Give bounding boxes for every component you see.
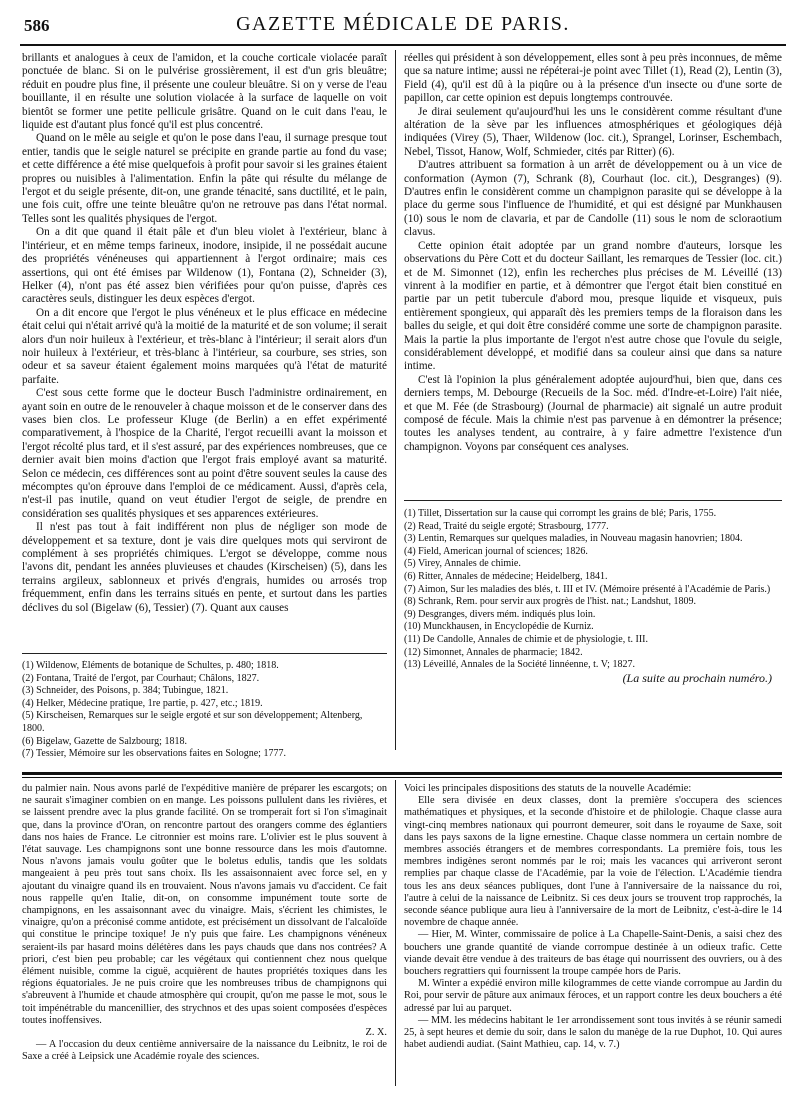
- paragraph: du palmier nain. Nous avons parlé de l'expéditive manière de préparer les escargots; on ne saurait s'imaginer combien on en mange. Les poissons pullulent dans les rivières, et se laissent prendre avec la plus grande facilité. On se tromperait fort si l'on s'imaginait que, dans la province d'Oran, on rencontre partout des orangers comme des églantiers dans nos haies de France. Le citronnier est moins rare. L'olivier est le plus souvent à l'état sauvage. Les champignons sont une bonne ressource dans les mois d'automne. Nous n'avons jamais voulu goûter que le boletus edulis, tandis que les soldats mangeaient à peu près tout sans choix. Ils les assaisonnaient avec force sel, en y ajoutant du vinaigre quand ils en trouvaient. Nous n'avons jamais vu d'accident. Ce fait nous rappelle qu'en Italie, dit-on, on consomme impunément toute sorte de champignons, en les assaisonnant avec du vinaigre. Mais, s'écrient les chimistes, le vinaigre, qu'on a préconisé comme antidote, est précisément un dissolvant de l'alcaloïde qui constitue le principe toxique! Je n'y puis que faire. Les champignons vénéneux seraient-ils par hasard moins délétères dans les pays chauds que dans nos contrées? A priori, c'est bien peu probable; car les végétaux qui contiennent chez nous quelque élément nuisible, comme la ciguë, acquièrent de hautes propriétés toxiques dans les régions équatoriales. Je ne puis croire que les nombreuses tribus de champignons qui s'abreuvent à l'humide et chaude atmosphère qui croupit, qu'on me passe le mot, sous le toit impénétrable du mancenillier, des strychnos et des upas soient composées d'espèces toutes inoffensives.: [22, 783, 387, 1026]
- article-column-left: [22, 52, 387, 647]
- paragraph: — Hier, M. Winter, commissaire de police à La Chapelle-Saint-Denis, a saisi chez des bouchers une grande quantité de viande corrompue destinée à un odieux trafic. Cette viande devait être vendue à des traiteurs de bas étage qui nourrissent des ouvriers, ou à des bouchers regrattiers qui fournissent la troupe campée hors de Paris.: [404, 929, 782, 978]
- footnote: (5) Kirscheisen, Remarques sur le seigle ergoté et sur son développement; Altenberg, 1800.: [22, 710, 363, 734]
- paragraph: D'autres attribuent sa formation à un arrêt de développement ou à un vice de conformation (Aymon (7), Schrank (8), Courhaut (loc. cit.), Desgranges) (9). D'autres enfin le considèrent comme un champignon parasite qui se développe à la place du germe sous l'influence de l'humidité, et qui est désigné par Munkhausen (10) sous le nom de clavaria, et par de Candolle (11) sous le nom de scloraotium clavus.: [404, 159, 782, 239]
- paragraph: réelles qui président à son développement, elles sont à peu près inconnues, de même que sa nature intime; aussi ne répéterai-je point avec Tillet (1), Read (2), Lentin (3), Field (4), qu'il est dû à la piqûre ou à la présence d'un insecte ou d'une sorte de papillon, car cette opinion est depuis longtemps controuvée.: [404, 52, 782, 105]
- paragraph: Voici les principales dispositions des statuts de la nouvelle Académie:: [404, 783, 692, 794]
- paragraph: On a dit que quand il était pâle et d'un bleu violet à l'extérieur, blanc à l'intérieur, et en même temps farineux, inodore, insipide, il ne possédait aucune des propriétés vénéneuses qui appartiennent à l'ergot ordinaire; mais ces assertions, qui ont été émises par Wildenow (1), Fontana (2), Schneider (3), Helker (4), n'ont pas été assez bien vérifiées pour qu'on puisse, d'après ces caractères seuls, distinguer les deux espèces d'ergot.: [22, 226, 387, 306]
- footnote: (3) Schneider, des Poisons, p. 384; Tubingue, 1821.: [22, 685, 229, 697]
- paragraph: Je dirai seulement qu'aujourd'hui les uns le considèrent comme résultant d'une altération de la sève par les influences atmosphériques et géologiques déjà indiquées (Virey (5), Thaer, Wildenow (loc. cit.), Sprangel, Lorinser, Eschembach, Nebel, Tissot, Hanow, Wolf, Schmieder, cités par Ritter) (6).: [404, 105, 782, 158]
- footnote: (2) Read, Traité du seigle ergoté; Strasbourg, 1777.: [404, 520, 609, 532]
- footnote-rule-right: [404, 500, 782, 501]
- section-separator: [22, 772, 782, 775]
- miscellany-column-left: [22, 783, 387, 1093]
- footnote: (5) Virey, Annales de chimie.: [404, 558, 521, 570]
- column-divider-bottom: [395, 780, 396, 1086]
- paragraph: M. Winter a expédié environ mille kilogrammes de cette viande corrompue au Jardin du Roi, pour servir de pâture aux animaux féroces, et un rapport contre les deux bouchers a été adressé par lui au parquet.: [404, 978, 782, 1014]
- footnote: (1) Tillet, Dissertation sur la cause qui corrompt les grains de blé; Paris, 1755.: [404, 508, 717, 519]
- paragraph: C'est là l'opinion la plus généralement adoptée aujourd'hui, bien que, dans ces derniers temps, M. Debourge (Recueils de la Soc. méd. d'Indre-et-Loire) l'ait niée, et que M. Fée (de Strasbourg) (Journal de pharmacie) ait signalé un autre produit composé de fécule. Mais la chimie n'est pas parvenue à en démontrer la présence; toutes les analyses tendent, au contraire, à y faire admettre l'existence d'un champignon. Voyons par conséquent ces analyses.: [404, 373, 782, 453]
- signature: Z. X.: [365, 1027, 387, 1039]
- footnote: (6) Bigelaw, Gazette de Salzbourg; 1818.: [22, 735, 187, 747]
- footnote: (1) Wildenow, Éléments de botanique de Schultes, p. 480; 1818.: [22, 660, 279, 671]
- footnote: (13) Léveillé, Annales de la Société linnéenne, t. V; 1827.: [404, 659, 635, 671]
- footnote: (3) Lentin, Remarques sur quelques maladies, in Nouveau magasin hanovrien; 1804.: [404, 533, 743, 545]
- footnote: (11) De Candolle, Annales de chimie et de physiologie, t. III.: [404, 633, 649, 645]
- paragraph: Quand on le mêle au seigle et qu'on le pose dans l'eau, il surnage presque tout entier, tandis que le seigle naturel se précipite en grande partie au fond du vase; et cette différence a été mise quelquefois à profit pour savoir si les graines étaient propres ou nuisibles à l'alimentation. Enfin la pâte qui résulte du mélange de l'ergot et du seigle présente, dit-on, une grande ténacité, sans ductilité, et le pain, une fois cuit, offre une teinte bleuâtre qu'on ne retrouve pas dans l'état normal. Telles sont les qualités physiques de l'ergot.: [22, 132, 387, 225]
- paragraph: Elle sera divisée en deux classes, dont la première s'occupera des sciences mathématiques et physiques, et la seconde d'histoire et de philologie. Chaque classe aura vingt-cinq membres nationaux qui pourront demeurer, soit dans le royaume de Saxe, soit dans les pays saxons de la ligne ernestine. Chaque classe nommera un certain nombre de membres associés étrangers et de membres correspondants. La première fois, tous les membres indigènes seront nommés par le roi; mais les vacances qui arriveront seront remplies par chaque classe de l'Académie, par la voie de l'élection. L'Académie tiendra tous les ans deux séances publiques, dont l'une à l'anniversaire de la naissance du roi, l'autre à celui de la naissance de Leibnitz. Si ces deux jours se trouvent trop rapprochés, la seconde séance publique aura lieu à l'anniversaire de la mort de Leibnitz, c'est-à-dire le 14 novembre de chaque année.: [404, 795, 782, 929]
- footnote: (4) Helker, Médecine pratique, 1re partie, p. 427, etc.; 1819.: [22, 697, 263, 709]
- footnote: (8) Schrank, Rem. pour servir aux progrès de l'hist. nat.; Landshut, 1809.: [404, 596, 697, 608]
- footnote-rule-left: [22, 653, 387, 654]
- paragraph: Il n'est pas tout à fait indifférent non plus de négliger son mode de développement et sa texture, dont je vais dire quelques mots qui serviront de complément à ses propriétés chimiques. L'ergot se développe, comme nous l'avons dit, pendant les années pluvieuses et chaudes (Kirscheisen) (5), dans les terrains argileux, sablonneux et privés d'engrais, humides ou arrosés trop fréquemment, enfin dans les terrains situés en pente, et surtout dans les parties déclives du sol (Bigelaw (6), Tessier) (7). Quant aux causes: [22, 521, 387, 614]
- paragraph: C'est sous cette forme que le docteur Busch l'administre ordinairement, en ayant soin en outre de le renouveler à chaque moisson et de le conserver dans des vases bien clos. Le professeur Kluge (de Berlin) a en effet expérimenté comparativement, à l'hospice de la Charité, l'ergot recueilli avant la moisson et l'ergot récolté plus tard, et il s'est assuré, par des expériences nombreuses, que ce dernier avait bien moins d'action que l'ergot frais employé avant sa maturité. Selon ce médecin, ces différences sont au point d'être souvent seules la cause des mécomptes qu'on éprouve dans l'emploi de ce médicament. Aussi, d'après cela, n'est-il pas inutile, quand on veut étudier l'ergot de seigle, de prendre en considération ses qualités physiques et ses apparences extérieures.: [22, 387, 387, 520]
- paragraph: — MM. les médecins habitant le 1er arrondissement sont tous invités à se réunir samedi 25, à sept heures et demie du soir, dans le salon du manège de la rue Duphot, 10. Qui aures habet audiendi audiat. (Saint Mathieu, cap. 14, v. 7.): [404, 1014, 782, 1051]
- page-number: 586: [24, 16, 50, 35]
- journal-title: GAZETTE MÉDICALE DE PARIS.: [236, 13, 570, 35]
- paragraph: Cette opinion était adoptée par un grand nombre d'auteurs, lorsque les observations du Père Cott et du docteur Saillant, les remarques de Tessier (loc. cit.) et de M. Simonnet (12), enfin les recherches plus précises de M. Léveillé (13) vinrent à la modifier en partie, et à démontrer que l'ergot était bien constitué en partie par un petit tubercule d'abord mou, presque liquide et visqueux, puis entièrement spongieux, qui apparaît dès les premiers temps de la floraison dans les balles du seigle, et qui doit être considéré comme une sorte de champignon parasite. Mais la partie la plus importante de l'ergot n'est autre chose que l'ovule du seigle, considérablement développé, et modifié dans sa couleur ainsi que dans sa nature intime.: [404, 239, 782, 373]
- page-header: [20, 8, 786, 46]
- footnote: (9) Desgranges, divers mém. indiqués plus loin.: [404, 608, 596, 620]
- footnote: (2) Fontana, Traité de l'ergot, par Courhaut; Châlons, 1827.: [22, 672, 260, 684]
- paragraph: On a dit encore que l'ergot le plus vénéneux et le plus efficace en médecine était celui qui n'était arrivé qu'à la moitié de la maturité et de son volume; il serait alors d'un noir huileux à l'extérieur, et très-blanc à l'intérieur; il serait alors d'un noir huileux à l'extérieur, et très-blanc à l'intérieur, sa courbure, ses stries, son odeur et sa saveur étaient également moins marquées qu'à l'état de maturité parfaite.: [22, 306, 387, 386]
- section-separator-thin: [22, 777, 782, 778]
- paragraph: brillants et analogues à ceux de l'amidon, et la couche corticale violacée paraît ponctuée de blanc. Si on le pulvérise grossièrement, il est d'un gris bleuâtre; réduit en poudre plus fine, il présente une couleur bleuâtre. Si on y verse de l'eau bouillante, il en résulte une solution violacée à la surface de laquelle on voit bientôt se former une petite pellicule grisâtre. Quand on le cuit dans l'eau, le liquide est d'autant plus foncé qu'il est plus concentré.: [22, 52, 387, 132]
- paragraph: — A l'occasion du deux centième anniversaire de la naissance du Leibnitz, le roi de Saxe a créé à Leipsick une Académie royale des sciences.: [22, 1039, 387, 1063]
- miscellany-column-right: [404, 783, 782, 1093]
- column-divider-top: [395, 50, 396, 750]
- footnote: (7) Aimon, Sur les maladies des blés, t. III et IV. (Mémoire présenté à l'Académie de Paris.): [404, 583, 771, 595]
- footnotes-left: [22, 660, 387, 770]
- footnote: (4) Field, American journal of sciences; 1826.: [404, 545, 588, 557]
- footnote: (12) Simonnet, Annales de pharmacie; 1842.: [404, 646, 583, 658]
- footnotes-right: [404, 508, 782, 738]
- article-column-right: [404, 52, 782, 495]
- footnote: (7) Tessier, Mémoire sur les observations faites en Sologne; 1777.: [22, 748, 286, 760]
- continuation-note: (La suite au prochain numéro.): [622, 670, 772, 685]
- footnote: (6) Ritter, Annales de médecine; Heidelberg, 1841.: [404, 570, 608, 582]
- footnote: (10) Munckhausen, in Encyclopédie de Kurniz.: [404, 621, 594, 633]
